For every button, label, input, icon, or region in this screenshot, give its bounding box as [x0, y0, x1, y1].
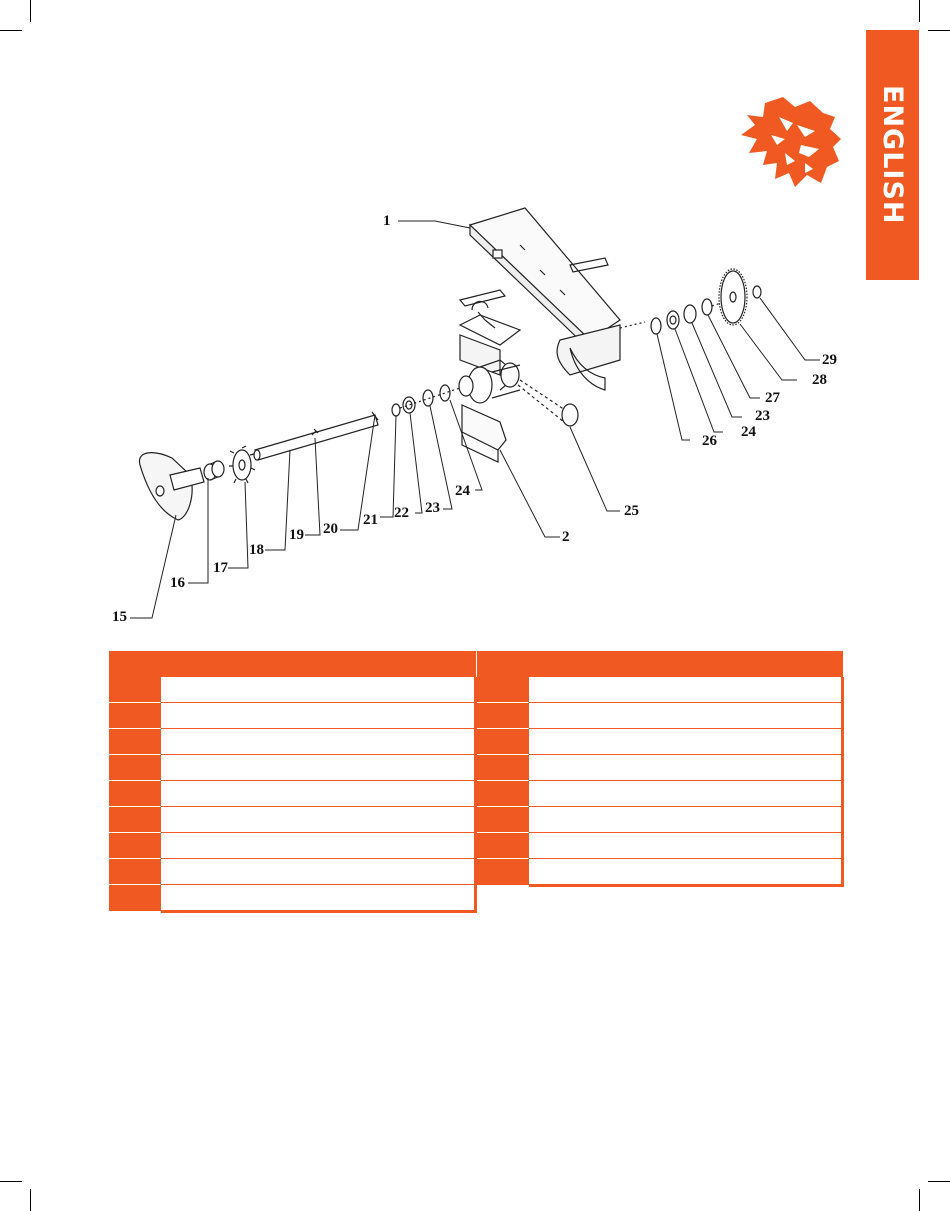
part-description	[161, 729, 476, 755]
part-description	[161, 781, 476, 807]
part-number	[109, 755, 161, 781]
part-description	[529, 755, 843, 781]
table-row	[109, 781, 476, 807]
part-description	[161, 703, 476, 729]
callout-21: 21	[363, 512, 378, 528]
bearing	[403, 397, 415, 413]
table-row	[109, 859, 476, 885]
part-description	[161, 859, 476, 885]
part-number	[477, 781, 529, 807]
callout-19: 19	[289, 527, 304, 543]
part-number	[109, 859, 161, 885]
crop-mark	[928, 30, 950, 31]
table-row	[109, 703, 476, 729]
header-no	[477, 651, 529, 677]
part-number	[109, 781, 161, 807]
table-header	[477, 651, 843, 677]
part-description	[161, 755, 476, 781]
part-description	[529, 677, 843, 703]
table-row	[477, 859, 843, 886]
table-row	[109, 755, 476, 781]
part-number	[477, 859, 529, 886]
crop-mark	[928, 1181, 950, 1182]
table-header	[109, 651, 476, 677]
callout-26: 26	[702, 433, 717, 449]
callout-28: 28	[812, 372, 827, 388]
chain-sprocket-28	[719, 269, 747, 325]
o-ring	[562, 404, 578, 426]
callout-23: 23	[755, 408, 770, 424]
part-description	[161, 677, 476, 703]
header-description	[529, 651, 843, 677]
callout-25: 25	[624, 503, 639, 519]
callout-23: 23	[425, 500, 440, 516]
part-description	[529, 703, 843, 729]
table-row	[477, 677, 843, 703]
table-row	[477, 703, 843, 729]
table-row	[109, 833, 476, 859]
callout-2: 2	[562, 529, 570, 545]
parts-table-left	[109, 651, 477, 913]
table-row	[477, 729, 843, 755]
crop-mark	[0, 1181, 22, 1182]
side-plate-right	[557, 325, 620, 375]
part-number	[477, 755, 529, 781]
part-description	[529, 729, 843, 755]
parts-table-right	[477, 651, 844, 887]
part-description	[529, 833, 843, 859]
crop-mark	[919, 0, 920, 22]
part-description	[529, 859, 843, 886]
part-number	[109, 729, 161, 755]
crop-mark	[30, 1189, 31, 1211]
crop-mark	[0, 30, 22, 31]
part-description	[529, 807, 843, 833]
wolf-head-logo	[735, 95, 845, 190]
table-row	[109, 677, 476, 703]
language-tab	[866, 30, 919, 280]
callout-27: 27	[765, 390, 780, 406]
part-number	[477, 807, 529, 833]
main-axle	[255, 415, 378, 460]
table-row	[109, 885, 476, 912]
crank-arm	[462, 405, 506, 450]
table-row	[109, 807, 476, 833]
table-row	[477, 781, 843, 807]
table-row	[477, 807, 843, 833]
part-description	[161, 807, 476, 833]
sprocket-17	[229, 446, 255, 483]
crop-mark	[919, 1189, 920, 1211]
part-number	[477, 833, 529, 859]
callout-20: 20	[323, 521, 338, 537]
callout-17: 17	[213, 560, 228, 576]
callout-16: 16	[170, 575, 185, 591]
part-number	[477, 729, 529, 755]
header-no	[109, 651, 161, 677]
part-number	[477, 677, 529, 703]
part-number	[109, 677, 161, 703]
table-row	[477, 755, 843, 781]
part-number	[109, 807, 161, 833]
part-number	[109, 703, 161, 729]
callout-24: 24	[741, 424, 756, 440]
crop-mark	[30, 0, 31, 22]
table-row	[109, 729, 476, 755]
table-row	[477, 833, 843, 859]
part-number	[477, 703, 529, 729]
part-number	[109, 885, 161, 912]
callout-24: 24	[455, 483, 470, 499]
callout-18: 18	[249, 542, 264, 558]
header-description	[161, 651, 476, 677]
part-number	[109, 833, 161, 859]
handle-loop	[472, 301, 495, 328]
callout-22: 22	[394, 505, 409, 521]
callout-15: 15	[112, 609, 127, 625]
part-description	[161, 833, 476, 859]
language-tab-label: ENGLISH	[877, 85, 908, 225]
part-description	[529, 781, 843, 807]
part-description	[161, 885, 476, 912]
callout-1: 1	[383, 213, 391, 229]
callout-29: 29	[822, 352, 837, 368]
